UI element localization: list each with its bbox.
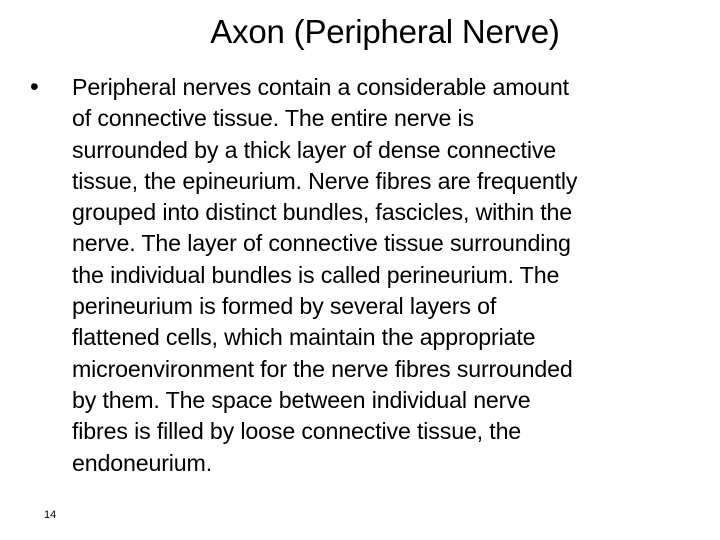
paragraph-line: of connective tissue. The entire nerve is (72, 105, 474, 132)
paragraph-line: surrounded by a thick layer of dense connective (72, 136, 557, 163)
paragraph-text (72, 72, 702, 479)
paragraph-line: the individual bundles is called perineurium. The (72, 261, 560, 288)
bullet-paragraph (30, 72, 702, 479)
paragraph-line: by them. The space between individual nerve (72, 386, 531, 413)
paragraph-line: perineurium is formed by several layers of (72, 293, 497, 320)
paragraph-line: nerve. The layer of connective tissue surrounding (72, 230, 571, 257)
paragraph-line: endoneurium. (72, 449, 212, 476)
paragraph-line: fibres is filled by loose connective tissue, the (72, 418, 522, 445)
paragraph-line: grouped into distinct bundles, fascicles, within the (72, 199, 573, 226)
paragraph-line: microenvironment for the nerve fibres surrounded (72, 355, 573, 382)
paragraph-line: Peripheral nerves contain a considerable amount (72, 74, 569, 100)
slide-content (30, 72, 702, 479)
bullet-marker: • (30, 73, 39, 101)
paragraph-line: tissue, the epineurium. Nerve fibres are frequently (72, 167, 578, 194)
paragraph-line: flattened cells, which maintain the appropriate (72, 324, 536, 351)
slide-page-number: 14 (44, 509, 57, 521)
slide-title: Axon (Peripheral Nerve) (210, 13, 560, 50)
